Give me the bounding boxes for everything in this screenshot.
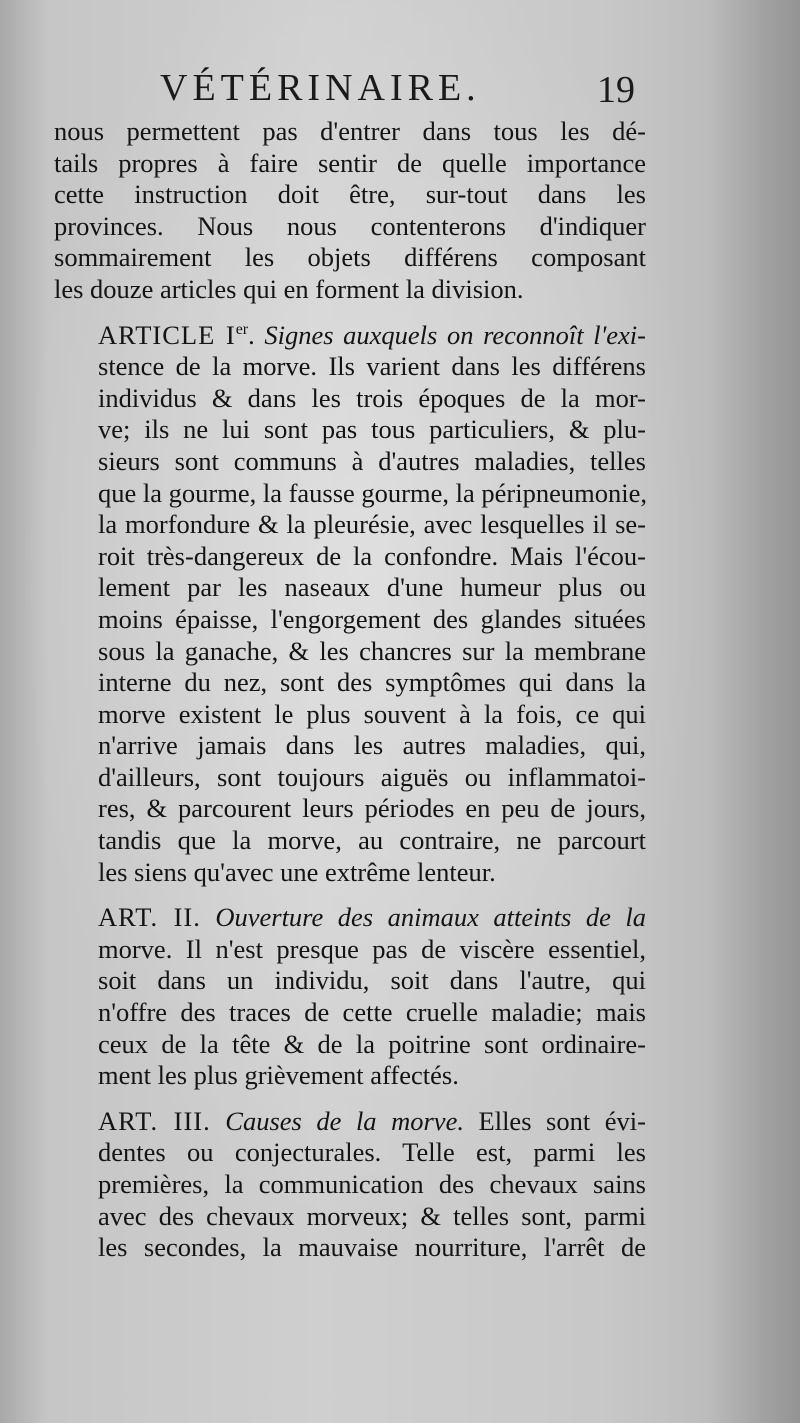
article-label: ART. II. — [98, 902, 201, 933]
text-line: d'ailleurs, sont toujours aiguës ou inflammatoi- — [98, 761, 646, 792]
text-line: lement par les naseaux d'une humeur plus ou — [98, 572, 646, 603]
text-line: tandis que la morve, au contraire, ne parcourt — [98, 825, 646, 856]
text-line: n'offre des traces de cette cruelle maladie; mais — [98, 997, 646, 1028]
text-line: interne du nez, sont des symptômes qui dans la — [98, 667, 646, 698]
article-label-superscript: er — [235, 320, 249, 338]
text-line: cette instruction doit être, sur-tout dans les — [54, 179, 646, 210]
text-line: morve. Il n'est presque pas de viscère essentiel, — [98, 933, 646, 964]
paragraph-continuation — [54, 116, 646, 306]
text-line: res, & parcourent leurs périodes en peu de jours, — [98, 793, 646, 824]
text-line: les siens qu'avec une extrême lenteur. — [98, 856, 496, 887]
text-line: tails propres à faire sentir de quelle importance — [54, 147, 646, 178]
article-title: Ouverture des animaux atteints de la — [200, 902, 646, 933]
article-heading-line — [54, 320, 646, 352]
paragraph-article-2 — [54, 902, 646, 1092]
article-label: ART. III. — [98, 1105, 211, 1136]
text-line: soit dans un individu, soit dans l'autre, qui — [98, 965, 646, 996]
text-line: morve existent le plus souvent à la fois, ce qui — [98, 698, 646, 729]
paragraph-article-3 — [54, 1106, 646, 1264]
text-line: premières, la communication des chevaux sains — [98, 1169, 646, 1199]
article-label: ARTICLE I — [98, 319, 236, 350]
article-label-dot: . — [248, 319, 255, 350]
article-heading-line — [54, 902, 646, 934]
text-line: sieurs sont communs à d'autres maladies, telles — [98, 445, 646, 476]
article-title: Causes de la morve. — [210, 1105, 464, 1136]
text-line: n'arrive jamais dans les autres maladies, qui, — [98, 730, 646, 761]
text-line: ment les plus grièvement affectés. — [98, 1060, 459, 1091]
page-number: 19 — [597, 69, 635, 111]
text-line: moins épaisse, l'engorgement des glandes situées — [98, 603, 646, 634]
article-title: Signes auxquels on reconnoît l'exi- — [254, 319, 646, 350]
text-line: individus & dans les trois époques de la mor- — [98, 382, 646, 413]
text-line: dentes ou conjecturales. Telle est, parmi les — [98, 1137, 646, 1168]
paragraph-article-1 — [54, 320, 646, 889]
text-line: sommairement les objets différens composant — [54, 242, 646, 273]
body-text — [54, 116, 646, 1264]
text-line: stence de la morve. Ils varient dans les différens — [98, 351, 646, 382]
text-line: que la gourme, la fausse gourme, la péripneumonie, — [98, 477, 647, 508]
text-line: la morfondure & la pleurésie, avec lesquelles il se- — [98, 509, 646, 540]
text-line: sous la ganache, & les chancres sur la membrane — [98, 635, 646, 666]
text-line: les douze articles qui en forment la division. — [54, 273, 524, 304]
text-line: les secondes, la mauvaise nourriture, l'arrêt de — [98, 1232, 646, 1263]
article-heading-line — [54, 1106, 646, 1138]
article-title-rest: Elles sont évi- — [463, 1105, 646, 1136]
text-line: avec des chevaux morveux; & telles sont, parmi — [98, 1200, 646, 1231]
page-header — [160, 66, 635, 116]
text-line: ve; ils ne lui sont pas tous particuliers, & plu- — [98, 414, 646, 445]
text-line: roit très-dangereux de la confondre. Mais l'écou- — [98, 540, 646, 571]
text-line: nous permettent pas d'entrer dans tous les dé- — [54, 116, 646, 146]
text-line: ceux de la tête & de la poitrine sont ordinaire- — [98, 1028, 646, 1059]
text-line: provinces. Nous nous contenterons d'indiquer — [54, 210, 646, 241]
running-head: VÉTÉRINAIRE. — [160, 67, 481, 109]
